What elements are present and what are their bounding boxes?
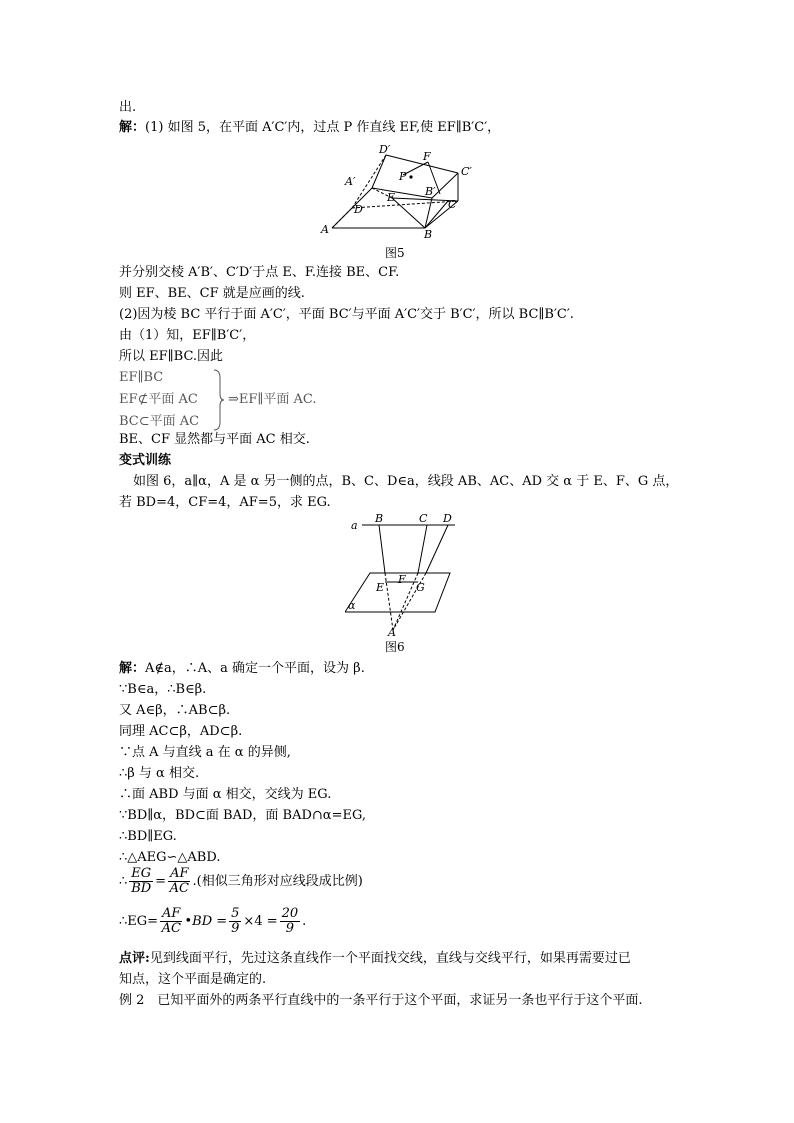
- label-c: C: [448, 198, 457, 211]
- text-line: ∴面 ABD 与面 α 相交，交线为 EG.: [119, 787, 332, 802]
- label-g: G: [416, 581, 425, 594]
- condition-3: BC⊂平面 AC: [119, 414, 200, 429]
- text-line: 则 EF、BE、CF 就是应画的线.: [119, 286, 305, 301]
- text-line: 知点，这个平面是确定的.: [119, 972, 267, 987]
- comment-text: 见到线面平行，先过这条直线作一个平面找交线，直线与交线平行，如果再需要过已: [149, 951, 631, 966]
- therefore-symbol: ∴: [119, 874, 128, 889]
- figure-6-caption: 图6: [385, 640, 405, 654]
- text-line: [119, 951, 631, 967]
- label-a-point: A: [388, 626, 396, 637]
- text-line: 若 BD=4，CF=4，AF=5，求 EG.: [119, 495, 331, 510]
- result-times: ×4 =: [243, 914, 278, 929]
- result-middle: •BD =: [184, 914, 228, 929]
- numerator: AF: [162, 906, 181, 921]
- text-line: [119, 661, 365, 677]
- figure-5-parallelepiped: [315, 142, 485, 242]
- label-e: E: [387, 191, 396, 204]
- label-e: E: [376, 581, 385, 594]
- label-b: B: [424, 228, 433, 241]
- label-d-prime: D′: [379, 143, 391, 156]
- label-d: D: [443, 512, 452, 525]
- text-line: ∵BD∥α，BD⊂面 BAD，面 BAD∩α=EG,: [119, 808, 367, 823]
- text-line: 如图 6，a∥α，A 是 α 另一侧的点，B、C、D∈a，线段 AB、AC、AD 交 α 于 E、F、G 点，: [133, 474, 679, 489]
- text-line: 出.: [119, 100, 137, 115]
- result-end: .: [302, 914, 307, 929]
- text-line: 并分别交棱 A′B′、C′D′于点 E、F.连接 BE、CF.: [119, 265, 400, 280]
- solution-label: 解：: [119, 661, 146, 676]
- brace-icon: [212, 368, 224, 432]
- text-line: ∴△AEG∽△ABD.: [119, 850, 221, 865]
- text-line: (2)因为棱 BC 平行于面 A′C′，平面 BC′与平面 A′C′交于 B′C′，所以 BC∥B′C′.: [119, 307, 574, 322]
- fraction-eg-bd: [129, 867, 153, 896]
- label-b-prime: B′: [425, 185, 436, 198]
- label-c: C: [419, 512, 428, 525]
- text-line: BE、CF 显然都与平面 AC 相交.: [119, 432, 310, 447]
- denominator: 9: [285, 921, 295, 936]
- label-c-prime: C′: [461, 165, 472, 178]
- comment-label: 点评:: [119, 951, 150, 966]
- condition-2: EF⊄平面 AC: [119, 392, 198, 407]
- label-alpha: α: [348, 599, 356, 612]
- section-heading: 变式训练: [119, 453, 172, 468]
- text-line: ∴β 与 α 相交.: [119, 766, 200, 781]
- numerator: 20: [281, 906, 299, 921]
- denominator: 9: [231, 921, 240, 936]
- fraction-af-ac: [168, 867, 190, 896]
- fraction-5-9: [229, 907, 241, 936]
- solution-text: A∉a，∴A、a 确定一个平面，设为 β.: [145, 661, 365, 676]
- label-a-prime: A′: [345, 175, 356, 188]
- label-b: B: [375, 512, 384, 525]
- text-line: [119, 120, 500, 136]
- label-d: D: [354, 203, 363, 216]
- denominator: AC: [169, 881, 189, 896]
- figure-5-caption: 图5: [385, 246, 405, 260]
- label-f: F: [423, 150, 431, 163]
- text-line: ∵B∈a，∴B∈β.: [119, 682, 207, 697]
- figure-6-plane: [345, 512, 465, 637]
- solution-label: 解：: [119, 120, 146, 135]
- example-line: 例 2 已知平面外的两条平行直线中的一条平行于这个平面，求证另一条也平行于这个平面.: [119, 993, 643, 1008]
- fraction-af-ac: [160, 907, 182, 936]
- label-a-line: a: [351, 519, 358, 532]
- proportion-line: ∴ $\frac{EG}{BD}$ = $\frac{AF}{AC}$ .(相似三角形对应线段成比例): [119, 866, 363, 896]
- text-line: 所以 EF∥BC.因此: [119, 349, 224, 364]
- numerator: AF: [170, 866, 189, 881]
- denominator: BD: [131, 881, 152, 896]
- denominator: AC: [161, 921, 181, 936]
- text-line: 由（1）知，EF∥B′C′，: [119, 328, 256, 343]
- text-line: ∴BD∥EG.: [119, 829, 177, 844]
- numerator: 5: [231, 906, 240, 921]
- result-line: [119, 906, 306, 938]
- text-line: ∵点 A 与直线 a 在 α 的异侧,: [119, 745, 291, 760]
- label-p: P: [399, 170, 407, 183]
- solution-text: (1) 如图 5，在平面 A′C′内，过点 P 作直线 EF,使 EF∥B′C′，: [145, 120, 501, 135]
- text-line: 同理 AC⊂β，AD⊂β.: [119, 724, 243, 739]
- label-a: A: [321, 223, 329, 236]
- condition-result: ⇒EF∥平面 AC.: [228, 392, 317, 407]
- proportion-note: .(相似三角形对应线段成比例): [192, 874, 363, 889]
- result-prefix: ∴EG=: [119, 914, 159, 929]
- numerator: EG: [131, 866, 152, 881]
- fraction-20-9: [280, 907, 301, 936]
- label-f: F: [398, 573, 406, 586]
- text-line: 又 A∈β，∴AB⊂β.: [119, 703, 231, 718]
- condition-1: EF∥BC: [119, 370, 164, 385]
